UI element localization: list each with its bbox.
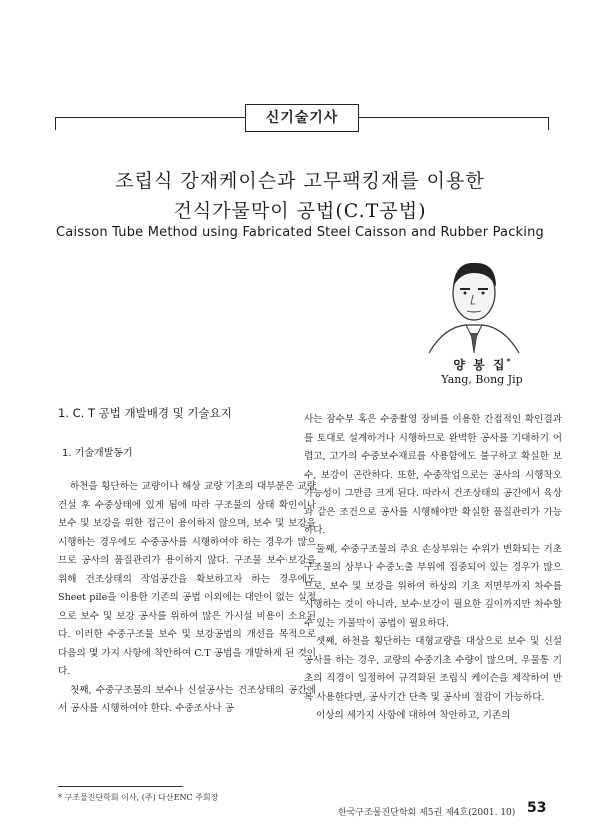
body-paragraph: 셋째, 하천을 횡단하는 대형교량을 대상으로 보수 및 신설공사를 하는 경우, 교량의 수중기초 수량이 많으며, 우물통 기초의 직경이 일정하여 규격화된 조립식 케이슨을 제작하여 반복 사용한다면, 공사기간 단축 및 공사비 절감이 가능하다.	[304, 636, 562, 703]
footnote: * 구조물진단학회 이사, (주) 다산ENC 주회장	[58, 793, 219, 802]
body-paragraph: 둘째, 수중구조물의 주요 손상부위는 수위가 변화되는 기초구조물의 상부나 수중노출 부위에 집중되어 있는 경우가 많으므로, 보수 및 보강을 위하여 하상의 기초 저면부까지 차수를 시행하는 것이 아니라, 보수·보강이 필요한 깊이까지만 차수할 수 있는 가물막이 공법이 필요하다.	[304, 543, 562, 629]
left-column	[58, 478, 316, 719]
title-english: Caisson Tube Method using Fabricated Steel Caisson and Rubber Packing	[56, 225, 544, 240]
title-korean-line2: 건식가물막이 공법(C.T공법)	[173, 200, 427, 222]
author-portrait	[424, 255, 524, 355]
section-subheading: 1. 기술개발동기	[62, 448, 133, 459]
author-name-korean: 양 봉 집*	[453, 356, 513, 372]
body-paragraph: 첫째, 수중구조물의 보수나 신설공사는 건조상태의 공간에서 공사를 시행하여야 한다. 수중조사나 공	[58, 684, 316, 714]
body-paragraph: 이상의 세가지 사항에 대하여 착안하고, 기존의	[316, 710, 511, 721]
body-paragraph: 하천을 횡단하는 교량이나 해상 교량 기초의 대부분은 교량 건설 후 수중상태에 있게 됨에 따라 구조물의 상태 확인이나 보수 및 보강을 위한 접근이 용이하지 않으며, 보수 및 보강을 시행하는 경우에도 수중공사를 시행하여야 하는 경우가 많으므로 공사의 품질관리가 용이하지 않다. 구조물 보수·보강을 위해 건조상태의 작업공간을 확보하고자 하는 경우에도 Sheet pile을 이용한 기존의 공법 이외에는 대안이 없는 실정으로 보수 및 보강 공사를 위하여 많은 가시설 비용이 소요된다. 이러한 수중구조물 보수 및 보강공법의 개선을 목적으로 다음의 몇 가지 사항에 착안하여 C.T 공법을 개발하게 된 것이다.	[58, 481, 316, 677]
journal-footer: 한국구조물진단학회 제5권 제4호(2001. 10)	[338, 808, 516, 818]
category-label: 신기술기사	[245, 104, 359, 132]
section-heading: 1. C. T 공법 개발배경 및 기술요지	[58, 406, 232, 420]
author-name-english: Yang, Bong Jip	[441, 373, 523, 386]
body-paragraph: 사는 잠수부 혹은 수중촬영 장비를 이용한 간접적인 확인결과를 토대로 설계하거나 시행하므로 완벽한 공사를 기대하기 어렵고, 고가의 수중보수재료를 사용함에도 불구하고 확실한 보수, 보강이 곤란하다. 또한, 수중작업으로는 공사의 시행착오 가능성이 그만큼 크게 된다. 따라서 건조상태의 공간에서 육상과 같은 조건으로 공사를 시행해야만 확실한 품질관리가 가능하다.	[304, 414, 562, 536]
page-number: 53	[527, 800, 547, 816]
right-column	[304, 411, 562, 726]
title-korean-line1: 조립식 강재케이슨과 고무팩킹재를 이용한	[115, 170, 485, 192]
footnote-rule	[58, 786, 183, 787]
